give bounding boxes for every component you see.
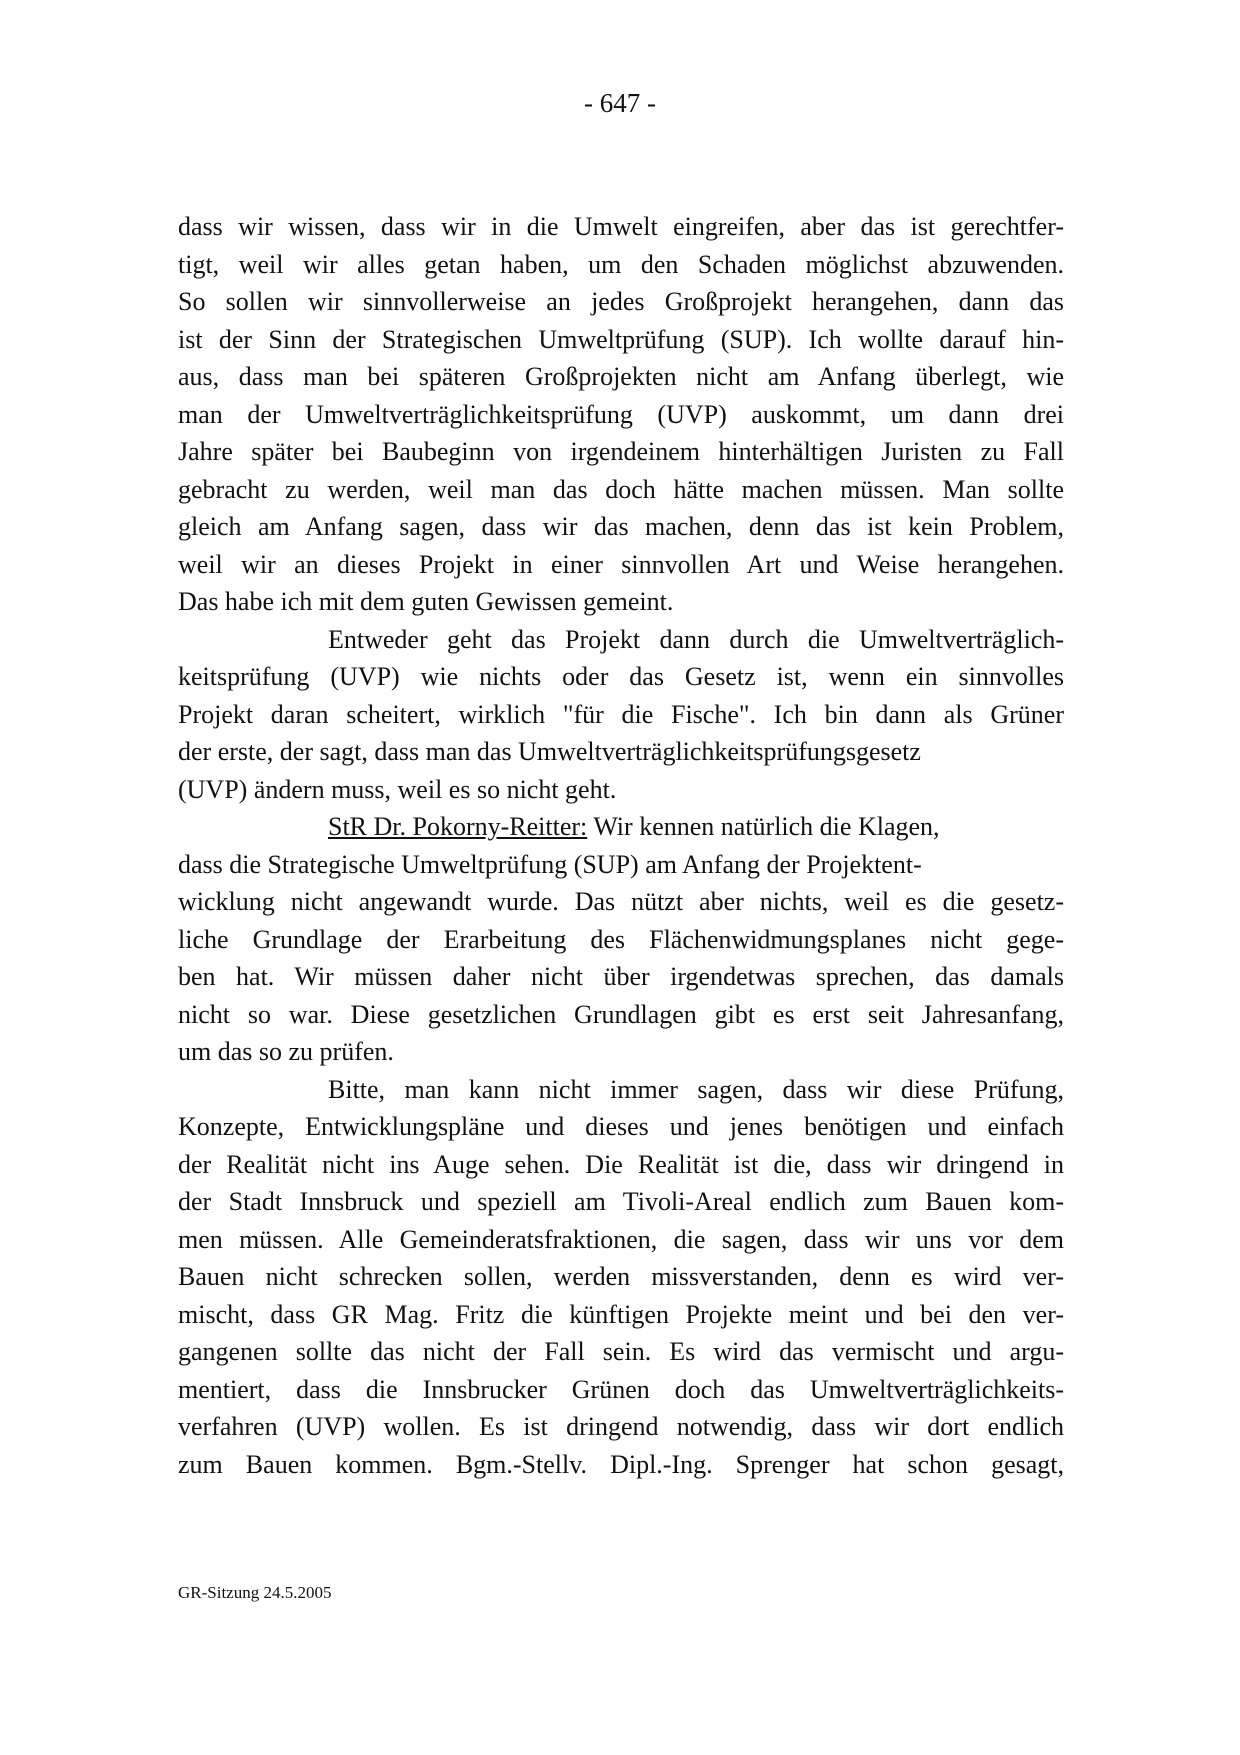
page-number: - 647 - bbox=[584, 88, 656, 118]
text-line: wicklung nicht angewandt wurde. Das nützt aber nichts, weil es die gesetz- bbox=[178, 887, 1064, 916]
text-line: gleich am Anfang sagen, dass wir das machen, denn das ist kein Problem, bbox=[178, 512, 1064, 541]
text-line: verfahren (UVP) wollen. Es ist dringend notwendig, dass wir dort endlich bbox=[178, 1412, 1064, 1441]
text-line-rest: Wir kennen natürlich die Klagen, bbox=[593, 812, 940, 841]
text-line: Konzepte, Entwicklungspläne und dieses und jenes benötigen und einfach bbox=[178, 1112, 1064, 1141]
text-line: mentiert, dass die Innsbrucker Grünen doch das Umweltverträglichkeits- bbox=[178, 1374, 1064, 1404]
text-line: (UVP) ändern muss, weil es so nicht geht. bbox=[178, 774, 617, 804]
text-line: dass wir wissen, dass wir in die Umwelt eingreifen, aber das ist gerechtfer- bbox=[178, 212, 1064, 241]
text-line: Projekt daran scheitert, wirklich "für die Fische". Ich bin dann als Grüner bbox=[178, 699, 1064, 729]
text-line: liche Grundlage der Erarbeitung des Flächenwidmungsplanes nicht gege- bbox=[178, 924, 1064, 954]
text-line: man der Umweltverträglichkeitsprüfung (UVP) auskommt, um dann drei bbox=[178, 399, 1064, 429]
text-line: So sollen wir sinnvollerweise an jedes Großprojekt herangehen, dann das bbox=[178, 287, 1064, 316]
text-line: nicht so war. Diese gesetzlichen Grundlagen gibt es erst seit Jahresanfang, bbox=[178, 999, 1064, 1029]
speaker-line bbox=[178, 808, 1064, 846]
text-line: der erste, der sagt, dass man das Umweltverträglichkeitsprüfungsgesetz bbox=[178, 737, 921, 766]
text-line: mischt, dass GR Mag. Fritz die künftigen Projekte meint und bei den ver- bbox=[178, 1299, 1064, 1329]
text-line: Jahre später bei Baubeginn von irgendeinem hinterhältigen Juristen zu Fall bbox=[178, 437, 1064, 466]
text-line: Bitte, man kann nicht immer sagen, dass wir diese Prüfung, bbox=[328, 1074, 1064, 1104]
text-line: Das habe ich mit dem guten Gewissen gemeint. bbox=[178, 587, 674, 616]
text-line: dass die Strategische Umweltprüfung (SUP) am Anfang der Projektent- bbox=[178, 849, 922, 879]
text-line: men müssen. Alle Gemeinderatsfraktionen, die sagen, dass wir uns vor dem bbox=[178, 1224, 1064, 1254]
text-line: Entweder geht das Projekt dann durch die Umweltverträglich- bbox=[328, 624, 1064, 654]
text-line: um das so zu prüfen. bbox=[178, 1037, 394, 1066]
text-line: Bauen nicht schrecken sollen, werden missverstanden, denn es wird ver- bbox=[178, 1262, 1064, 1291]
text-line: gangenen sollte das nicht der Fall sein. Es wird das vermischt und argu- bbox=[178, 1337, 1064, 1366]
text-line: tigt, weil wir alles getan haben, um den Schaden möglichst abzuwenden. bbox=[178, 249, 1064, 279]
text-line: der Stadt Innsbruck und speziell am Tivoli-Areal endlich zum Bauen kom- bbox=[178, 1187, 1064, 1216]
text-line: ist der Sinn der Strategischen Umweltprüfung (SUP). Ich wollte darauf hin- bbox=[178, 324, 1064, 354]
body-text bbox=[178, 208, 1064, 1483]
text-line: weil wir an dieses Projekt in einer sinnvollen Art und Weise herangehen. bbox=[178, 549, 1064, 579]
footer-session-date: GR-Sitzung 24.5.2005 bbox=[178, 1583, 332, 1602]
text-line: keitsprüfung (UVP) wie nichts oder das Gesetz ist, wenn ein sinnvolles bbox=[178, 662, 1064, 691]
text-line: zum Bauen kommen. Bgm.-Stellv. Dipl.-Ing. Sprenger hat schon gesagt, bbox=[178, 1449, 1064, 1479]
text-line: der Realität nicht ins Auge sehen. Die Realität ist die, dass wir dringend in bbox=[178, 1149, 1064, 1179]
text-line: aus, dass man bei späteren Großprojekten nicht am Anfang überlegt, wie bbox=[178, 362, 1064, 391]
text-line: ben hat. Wir müssen daher nicht über irgendetwas sprechen, das damals bbox=[178, 962, 1064, 991]
text-line: gebracht zu werden, weil man das doch hätte machen müssen. Man sollte bbox=[178, 474, 1064, 504]
speaker-name: StR Dr. Pokorny-Reitter: bbox=[328, 812, 588, 841]
